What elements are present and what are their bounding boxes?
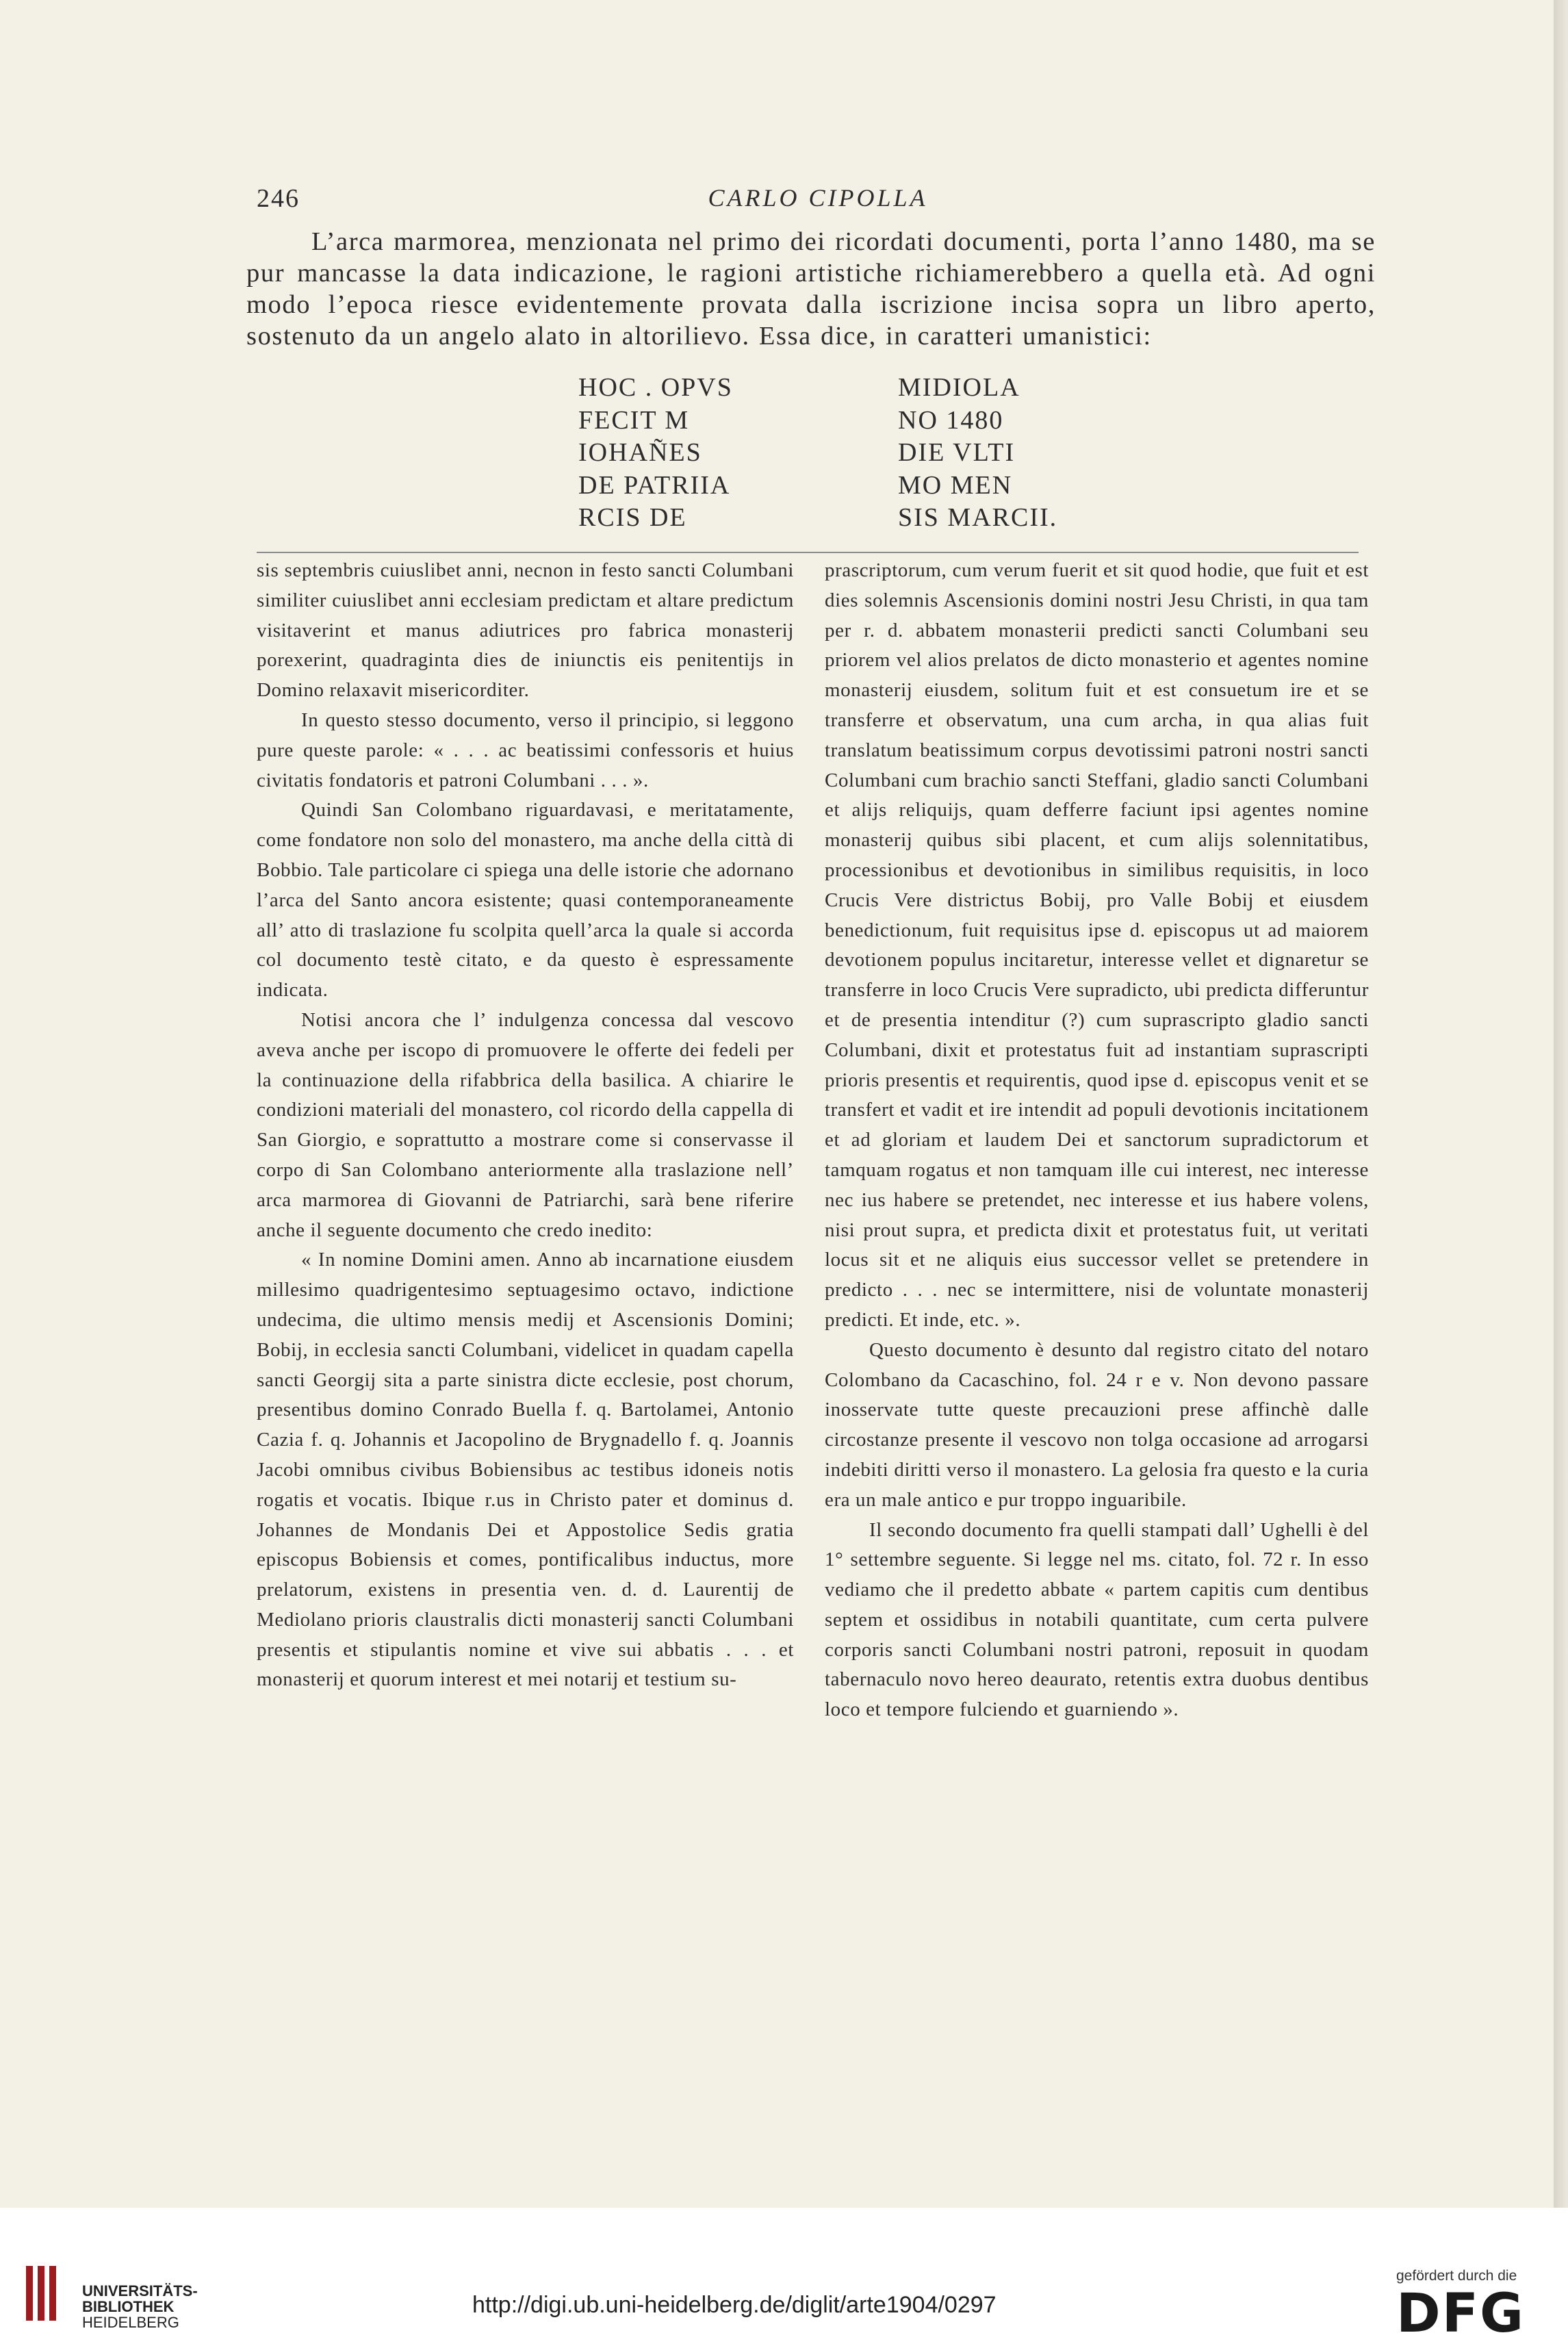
inscription-right-column (898, 372, 1514, 535)
page-edge-shadow (1554, 0, 1568, 2208)
inscription-line: MIDIOLA (898, 373, 1020, 402)
inscription-line: SIS MARCII. (898, 503, 1058, 532)
inscription-line: DE PATRIIA (578, 470, 731, 500)
library-name-line: BIBLIOTHEK (82, 2298, 175, 2315)
running-header (257, 183, 1379, 218)
inscription-line: FECIT M (578, 405, 690, 435)
library-name-line: HEIDELBERG (82, 2314, 179, 2331)
paragraph: Il secondo documento fra quelli stampati dall’ Ughelli è del 1° settembre seguente. Si legge nel ms. citato, fol. 72 r. In esso vediamo che il predetto abbate « partem capitis cum dentibus septem et ossidibus in notabili quantitate, cum certa pulvere corporis sancti Columbani nostri patroni, reposuit in quodam tabernaculo novo hereo deaurato, retentis extra duobus dentibus loco et tempore fulciendo et guarniendo ». (825, 1518, 1369, 1721)
paragraph: In questo stesso documento, verso il principio, si leggono pure queste parole: « . . . ac beatissimi confessoris et huius civitatis fondatoris et patroni Columbani . . . ». (257, 709, 794, 791)
university-library-logo-icon (21, 2259, 62, 2328)
running-title: CARLO CIPOLLA (708, 184, 928, 212)
inscription-line: RCIS DE (578, 503, 687, 532)
paragraph: Questo documento è desunto dal registro citato del notaro Colombano da Cacaschino, fol. 24 r e v. Non devono passare inosservate tutte queste precauzioni prese affinchè dalle circostanze presente il vescovo non tolga occasione ad arrogarsi indebiti diritti verso il monastero. La gelosia fra questo e la curia era un male antico e pur troppo inguaribile. (825, 1338, 1369, 1511)
inscription-line: IOHAÑES (578, 438, 702, 467)
page-number: 246 (257, 184, 300, 213)
digitization-footer (0, 2208, 1568, 2346)
permalink-url[interactable]: http://digi.ub.uni-heidelberg.de/diglit/arte1904/0297 (472, 2292, 997, 2318)
paragraph: prascriptorum, cum verum fuerit et sit quod hodie, que fuit et est dies solemnis Ascensionis domini nostri Jesu Christi, in qua tam per r. d. abbatem monasterii predicti sancti Columbani seu priorem vel alios prelatos de dicto monasterio et agentes nomine monasterij eiusdem, solitum fuit et est consuetum ire et se transferre et observatum, una cum archa, in qua alias fuit translatum beatissimum corpus devotissimi patroni nostri sancti Columbani cum brachio sancti Steffani, gladio sancti Columbani et alijs reliquijs, quam defferre faciunt ipsi agentes nomine monasterij quibus sibi placent, et cum alijs solennitatibus, processionibus et devotionibus in similibus requisitis, in loco Crucis Vere districtus Bobij, pro Valle Bobij et eiusdem benedictionum, fuit requisitus ipse d. episcopus ut ad maiorem devotionem populus incitaretur, interesse vellet et dignaretur se transferre in loco Crucis Vere supradicto, ubi predicta differuntur et de presentia intenditur (?) cum suprascripto gladio sancti Columbani, dixit et protestatus fuit ad instantiam suprascripti prioris presentis et requirentis, quod ipse d. episcopus venit et se transfert et vadit et ire intendit ad populi devotionis incitationem et ad gloriam et laudem Dei et sanctorum supradictorum et tamquam rogatus et non tamquam ille cui interest, nec interesse nec ius habere se pretendet, nec interesse et ius habere volens, nisi prout supra, et predicta dixit et protestatus fuit, ut veritati locus sit et ne aliquis eius successor vellet se pretendere in predicto . . . nec se intermittere, nisi de voluntate monasterij predicti. Et inde, etc. ». (825, 559, 1369, 1331)
paragraph: « In nomine Domini amen. Anno ab incarnatione eiusdem millesimo quadrigentesimo septuagesimo octavo, indictione undecima, die ultimo mensis medij et Ascensionis Domini; Bobij, in ecclesia sancti Columbani, videlicet in quadam capella sancti Georgij sita a parte sinistra dicte ecclesie, post chorum, presentibus domino Conrado Buella f. q. Bartolamei, Antonio Cazia f. q. Johannis et Jacopolino de Brygnadello f. q. Joannis Jacobi omnibus civibus Bobiensibus ac testibus idoneis notis rogatis et vocatis. Ibique r.us in Christo pater et dominus d. Johannes de Mondanis Dei et Appostolice Sedis gratia episcopus Bobiensis et comes, pontificalibus inductus, more prelatorum, existens in presentia ven. d. d. Laurentij de Mediolano prioris claustralis dicti monasterij sancti Columbani presentis et stipulantis nomine et vive sui abbatis . . . et monasterij et quorum interest et mei notarij et testium su- (257, 1249, 794, 1691)
right-text-column (825, 556, 1369, 1725)
funding-caption: gefördert durch die (1396, 2268, 1517, 2284)
inscription-line: DIE VLTI (898, 438, 1016, 467)
paragraph: Notisi ancora che l’ indulgenza concessa dal vescovo aveva anche per iscopo di promuovere le offerte dei fedeli per la continuazione della rifabbrica della basilica. A chiarire le condizioni materiali del monastero, col ricordo della cappella di San Giorgio, e soprattutto a mostrare come si conservasse il corpo di San Colombano anteriormente alla traslazione nell’ arca marmorea di Giovanni de Patriarchi, sarà bene riferire anche il seguente documento che credo inedito: (257, 1008, 794, 1241)
paragraph: sis septembris cuiuslibet anni, necnon in festo sancti Columbani similiter cuiuslibet anni ecclesiam predictam et altare predictum visitaverint et manus adiutrices pro fabrica monasterij porexerint, quadraginta dies de iniunctis eis penitentijs in Domino relaxavit misericorditer. (257, 559, 794, 702)
paragraph: Quindi San Colombano riguardavasi, e meritatamente, come fondatore non solo del monastero, ma anche della città di Bobbio. Tale particolare ci spiega una delle istorie che adornano l’arca del Santo ancora esistente; quasi contemporaneamente all’ atto di traslazione fu scolpita quell’arca la quale si accorda col documento testè citato, e da questo è espressamente indicata. (257, 799, 794, 1002)
inscription-line: HOC . OPVS (578, 373, 733, 402)
library-name-line: UNIVERSITÄTS- (82, 2282, 198, 2299)
intro-paragraph: L’arca marmorea, menzionata nel primo dei ricordati documenti, porta l’anno 1480, ma se pur mancasse la data indicazione, le ragioni artistiche richiamerebbero a quella età. Ad ogni modo l’epoca riesce evidentemente provata dalla iscrizione incisa sopra un libro aperto, sostenuto da un angelo alato in altorilievo. Essa dice, in caratteri umanistici: (246, 227, 1376, 350)
left-text-column (257, 556, 794, 1695)
section-divider (257, 552, 1359, 553)
inscription-line: NO 1480 (898, 405, 1004, 435)
university-library-name (82, 2283, 198, 2330)
dfg-logo: DFG (1396, 2283, 1526, 2345)
inscription-line: MO MEN (898, 470, 1013, 500)
